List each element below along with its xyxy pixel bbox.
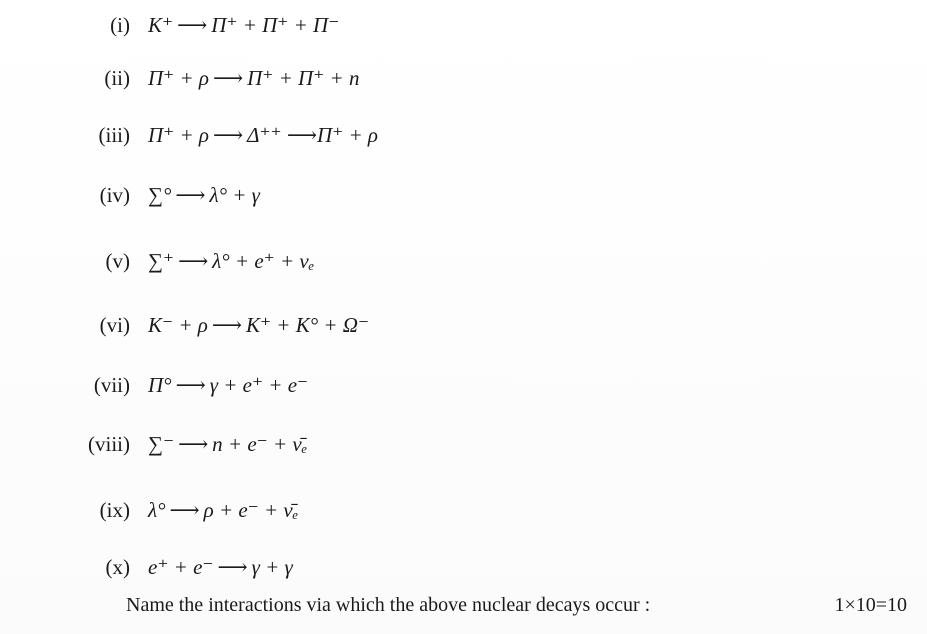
reaction-row-4 — [0, 175, 260, 215]
reaction-row-8 — [0, 424, 307, 464]
reaction-intermediate: Δ⁺⁺ ⟶ — [247, 122, 317, 147]
reaction-reactants: K⁻ + ρ — [148, 312, 208, 337]
reaction-products: λ° + e⁺ + νₑ — [212, 248, 315, 273]
reaction-row-1 — [0, 5, 339, 45]
reaction-arrow: ⟶ — [175, 182, 206, 207]
reaction-arrow: ⟶ — [178, 248, 209, 273]
reaction-reactants: ∑⁺ — [148, 248, 175, 273]
reaction-products: γ + e⁺ + e⁻ — [209, 372, 309, 397]
reaction-number: (vi) — [99, 312, 130, 337]
reaction-row-6 — [0, 305, 369, 345]
reaction-products: n + e⁻ + ν̄ₑ — [212, 431, 308, 456]
reaction-reactants: Π⁺ + ρ — [148, 122, 210, 147]
reaction-row-5 — [0, 241, 314, 281]
reaction-products: γ + γ — [251, 554, 293, 579]
reaction-arrow: ⟶ — [169, 497, 200, 522]
reaction-number: (v) — [105, 248, 130, 273]
reaction-number: (i) — [110, 12, 130, 37]
reaction-products: Π⁺ + Π⁺ + n — [247, 65, 360, 90]
reaction-number: (viii) — [88, 431, 130, 456]
reaction-number: (vii) — [93, 372, 130, 397]
reaction-arrow: ⟶ — [211, 312, 242, 337]
reaction-arrow: ⟶ — [177, 12, 208, 37]
reaction-number: (iii) — [98, 122, 130, 147]
question-footer — [126, 588, 915, 622]
reaction-number: (x) — [105, 554, 130, 579]
reaction-arrow: ⟶ — [213, 122, 244, 147]
reaction-number: (ii) — [104, 65, 130, 90]
reaction-products: K⁺ + K° + Ω⁻ — [245, 312, 370, 337]
reaction-number: (iv) — [99, 182, 130, 207]
marks-allocation: 1×10=10 — [834, 593, 907, 616]
reaction-products: Π⁺ + ρ — [316, 122, 378, 147]
reaction-number: (ix) — [99, 497, 130, 522]
reaction-reactants: Π° — [148, 372, 172, 397]
reaction-reactants: e⁺ + e⁻ — [148, 554, 214, 579]
reaction-reactants: K⁺ — [148, 12, 174, 37]
reaction-arrow: ⟶ — [178, 431, 209, 456]
reaction-arrow: ⟶ — [213, 65, 244, 90]
reaction-products: ρ + e⁻ + ν̄ₑ — [203, 497, 299, 522]
reaction-row-2 — [0, 58, 359, 98]
reaction-reactants: λ° — [148, 497, 166, 522]
reaction-arrow: ⟶ — [217, 554, 248, 579]
reaction-reactants: ∑° — [148, 182, 172, 207]
reaction-row-10 — [0, 547, 293, 587]
reaction-products: Π⁺ + Π⁺ + Π⁻ — [211, 12, 340, 37]
reaction-row-7 — [0, 365, 308, 405]
reaction-reactants: ∑⁻ — [148, 431, 175, 456]
reaction-products: λ° + γ — [209, 182, 260, 207]
reaction-row-3 — [0, 115, 378, 155]
question-instruction: Name the interactions via which the above nuclear decays occur : — [126, 593, 651, 616]
reaction-arrow: ⟶ — [175, 372, 206, 397]
reaction-reactants: Π⁺ + ρ — [148, 65, 210, 90]
reaction-row-9 — [0, 490, 298, 530]
